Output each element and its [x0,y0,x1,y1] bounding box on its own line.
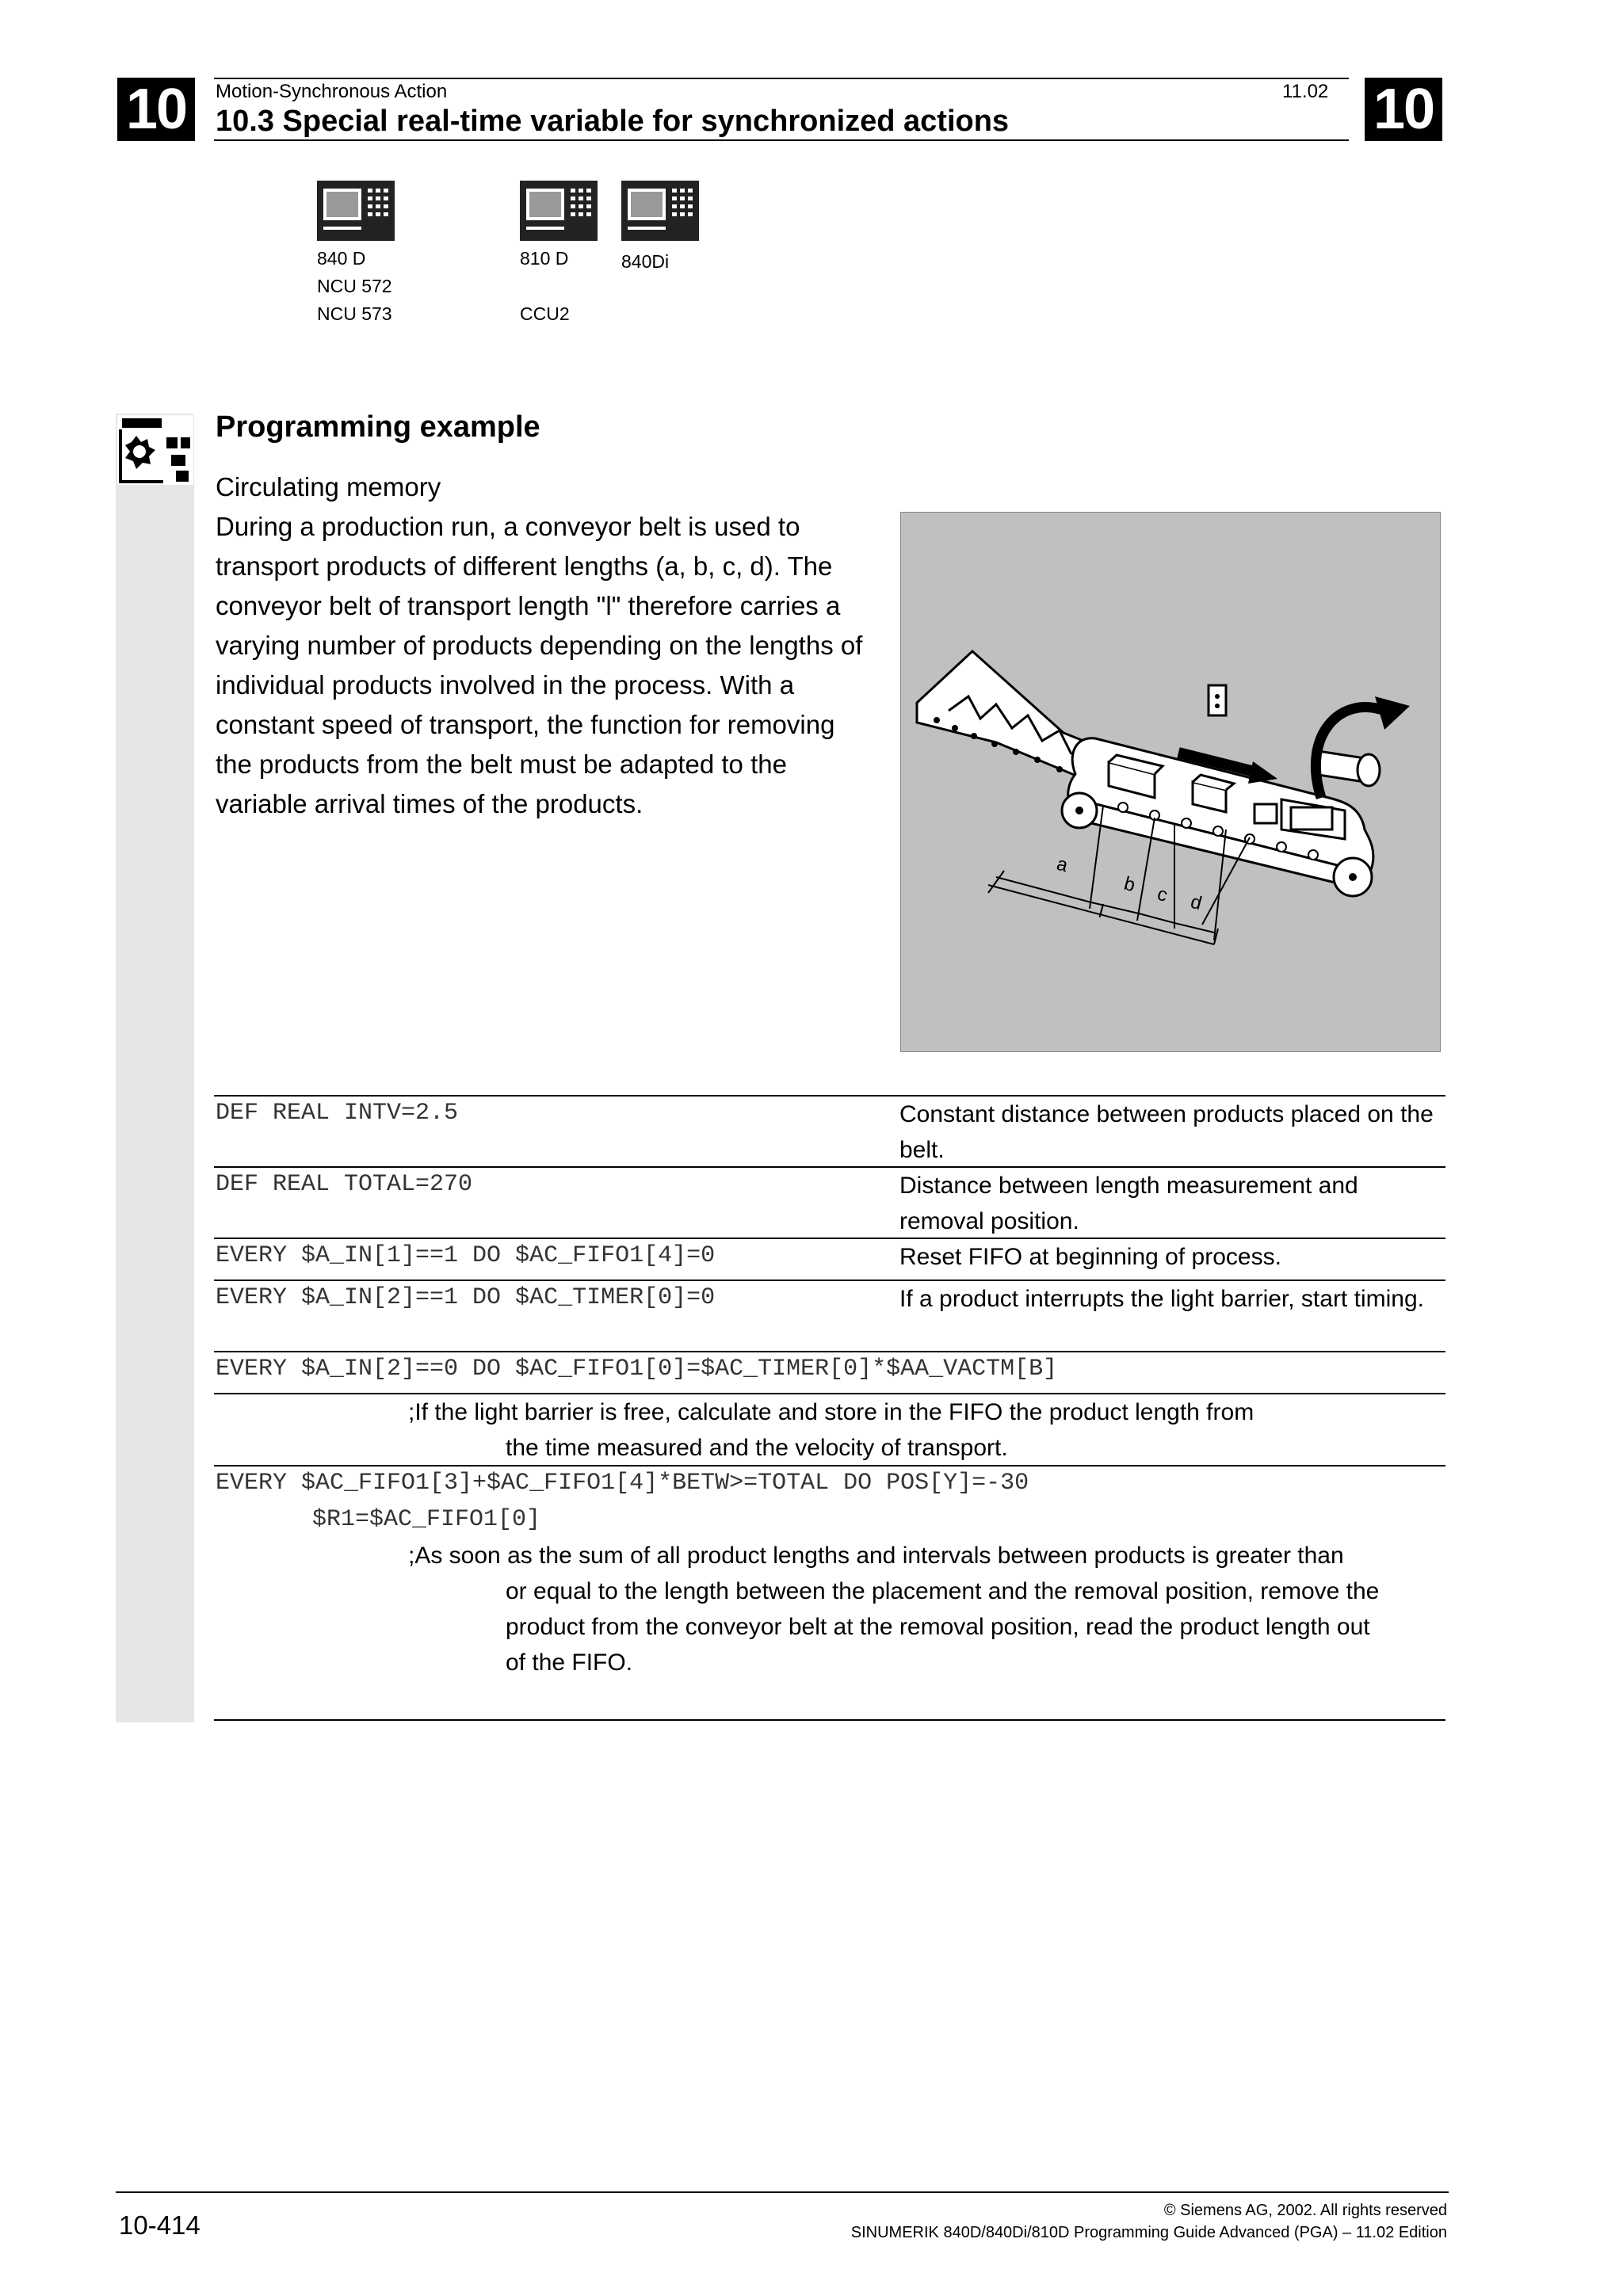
page-number: 10-414 [119,2210,200,2240]
comment-line: ;As soon as the sum of all product lengths and intervals between products is greater than [408,1543,1344,1569]
control-panel-icon [520,181,598,241]
margin-sidebar [116,414,194,1722]
section-label: Motion-Synchronous Action [216,81,448,102]
code-table [214,1095,1445,1718]
code-line: EVERY $AC_FIFO1[3]+$AC_FIFO1[4]*BETW>=TOTAL DO POS[Y]=-30 [216,1470,1029,1497]
code-line: DEF REAL TOTAL=270 [216,1171,473,1198]
dimension-label-b: b [1121,872,1138,897]
edition-label: 11.02 [1282,81,1329,102]
dimension-label-l: l [1096,900,1106,923]
code-description: Constant distance between products placed on the belt. [899,1101,1434,1163]
comment-line: or equal to the length between the placement and the removal position, remove the product from the conveyor belt at the removal position, read the product length out of the FIFO. [506,1578,1380,1676]
comment-line: the time measured and the velocity of transport. [506,1435,1008,1461]
control-panel-icon [621,181,699,241]
footer-rule [116,2191,1449,2193]
header-bottom-rule [214,139,1349,141]
intro-text [216,467,865,824]
code-description: If a product interrupts the light barrier, start timing. [899,1286,1424,1312]
page-title: 10.3 Special real-time variable for synchronized actions [216,105,1010,138]
code-row [214,1166,1445,1238]
description-paragraph: During a production run, a conveyor belt is used to transport products of different lengths (a, b, c, d). The conveyor belt of transport length "l" therefore carries a varying number of products depending on the lengths of individual products involved in the process. With a constant speed of transport, the function for removing the products from the belt must be adapted to the variable arrival times of the products. [216,512,863,818]
code-line: EVERY $A_IN[2]==1 DO $AC_TIMER[0]=0 [216,1284,716,1311]
chapter-number-right: 10 [1365,78,1442,141]
copyright-notice: © Siemens AG, 2002. All rights reserved [1163,2202,1447,2219]
code-row [214,1238,1445,1280]
code-row-last [214,1465,1445,1718]
code-line: EVERY $A_IN[1]==1 DO $AC_FIFO1[4]=0 [216,1242,716,1269]
code-line: $R1=$AC_FIFO1[0] [312,1506,541,1533]
footer-text [851,2199,1447,2244]
subsection-title: Circulating memory [216,472,441,502]
control-panel-icon [317,181,395,241]
header-top-rule [214,78,1349,79]
section-title: Programming example [216,410,540,444]
dimension-label-a: a [1054,852,1071,877]
code-line: EVERY $A_IN[2]==0 DO $AC_FIFO1[0]=$AC_TIMER[0]*$AA_VACTM[B] [216,1356,1058,1383]
programming-example-icon [117,415,193,485]
code-row [214,1351,1445,1393]
table-bottom-rule [214,1719,1445,1721]
control-variant: NCU 573 [317,303,392,324]
comment-row [214,1393,1445,1465]
code-line: DEF REAL INTV=2.5 [216,1100,459,1127]
control-variant: NCU 572 [317,276,392,296]
code-row [214,1095,1445,1166]
dimension-label-c: c [1155,883,1170,906]
conveyor-belt-illustration [901,513,1440,1051]
code-row [214,1280,1445,1351]
code-description: Distance between length measurement and removal position. [899,1173,1358,1234]
comment-line: ;If the light barrier is free, calculate and store in the FIFO the product length from [408,1399,1254,1425]
control-name: 840Di [621,251,670,272]
chapter-number-left: 10 [117,78,195,141]
control-name: 840 D [317,248,366,269]
code-description: Reset FIFO at beginning of process. [899,1244,1281,1270]
control-variant: CCU2 [520,303,570,324]
document-title: SINUMERIK 840D/840Di/810D Programming Guide Advanced (PGA) – 11.02 Edition [850,2224,1447,2241]
conveyor-belt-figure [900,512,1441,1052]
control-name: 810 D [520,248,569,269]
dimension-label-d: d [1188,891,1205,915]
